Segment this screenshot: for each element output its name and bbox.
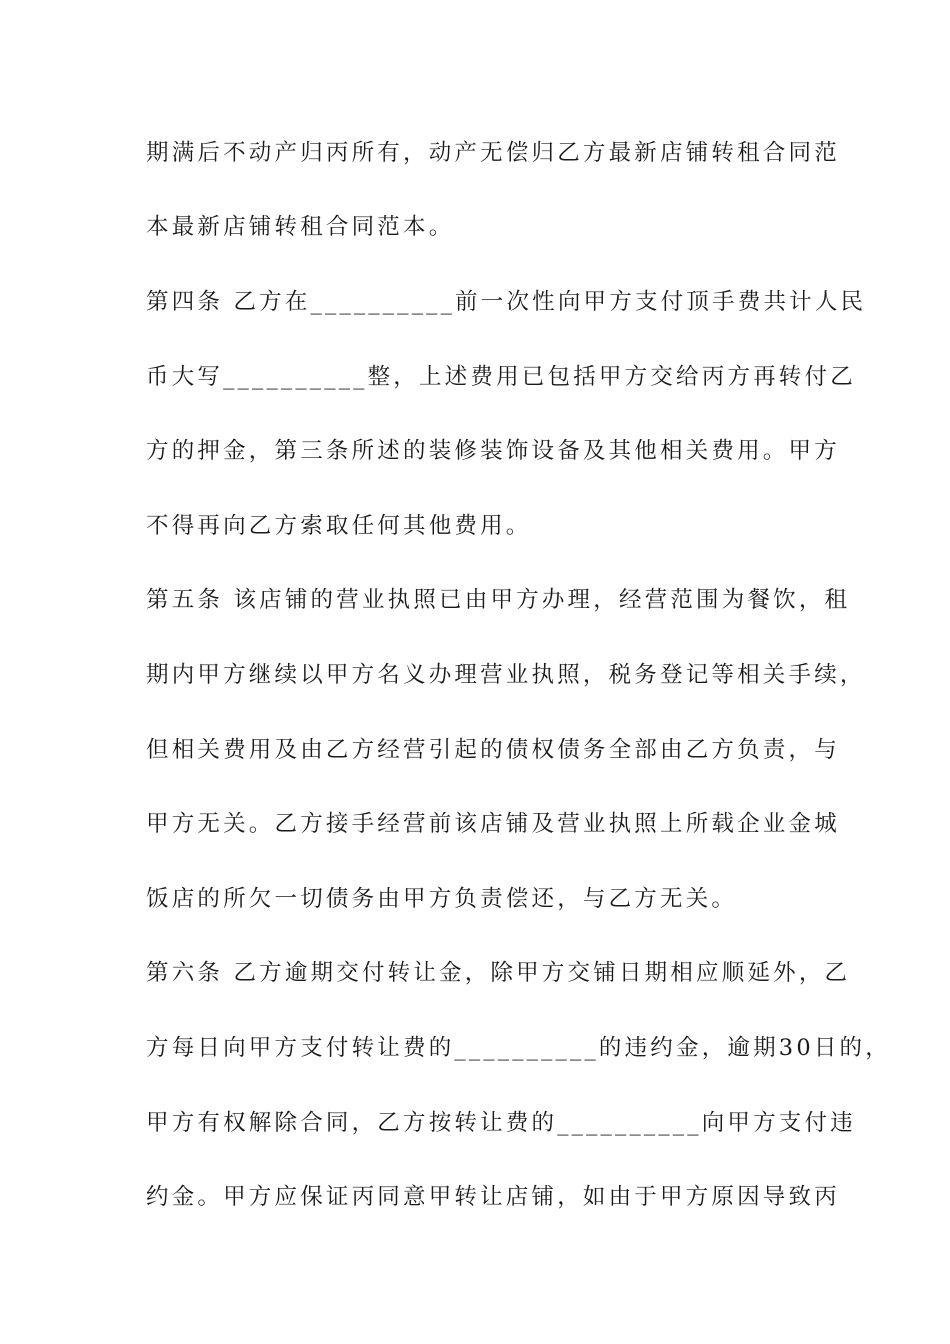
text-line: 甲方有权解除合同，乙方按转让费的__________向甲方支付违 xyxy=(146,1110,856,1136)
text-line: 第六条 乙方逾期交付转让金，除甲方交铺日期相应顺延外，乙 xyxy=(146,960,851,986)
text-line: 不得再向乙方索取任何其他费用。 xyxy=(146,513,532,539)
text-line: 期内甲方继续以甲方名义办理营业执照，税务登记等相关手续， xyxy=(146,662,866,688)
text-line: 币大写__________整，上述费用已包括甲方交给丙方再转付乙 xyxy=(146,364,856,390)
text-line: 方的押金，第三条所述的装修装饰设备及其他相关费用。甲方 xyxy=(146,438,840,464)
text-line: 但相关费用及由乙方经营引起的债权债务全部由乙方负责，与 xyxy=(146,737,840,763)
text-line: 本最新店铺转租合同范本。 xyxy=(146,214,455,240)
text-line: 约金。甲方应保证丙同意甲转让店铺，如由于甲方原因导致丙 xyxy=(146,1184,840,1210)
text-line: 第五条 该店铺的营业执照已由甲方办理，经营范围为餐饮，租 xyxy=(146,587,851,613)
text-line: 饭店的所欠一切债务由甲方负责偿还，与乙方无关。 xyxy=(146,886,738,912)
text-line: 期满后不动产归丙所有，动产无偿归乙方最新店铺转租合同范 xyxy=(146,140,840,166)
text-line: 方每日向甲方支付转让费的__________的违约金，逾期30日的， xyxy=(146,1035,891,1061)
text-line: 第四条 乙方在__________前一次性向甲方支付顶手费共计人民 xyxy=(146,289,867,315)
text-line: 甲方无关。乙方接手经营前该店铺及营业执照上所载企业金城 xyxy=(146,811,840,837)
